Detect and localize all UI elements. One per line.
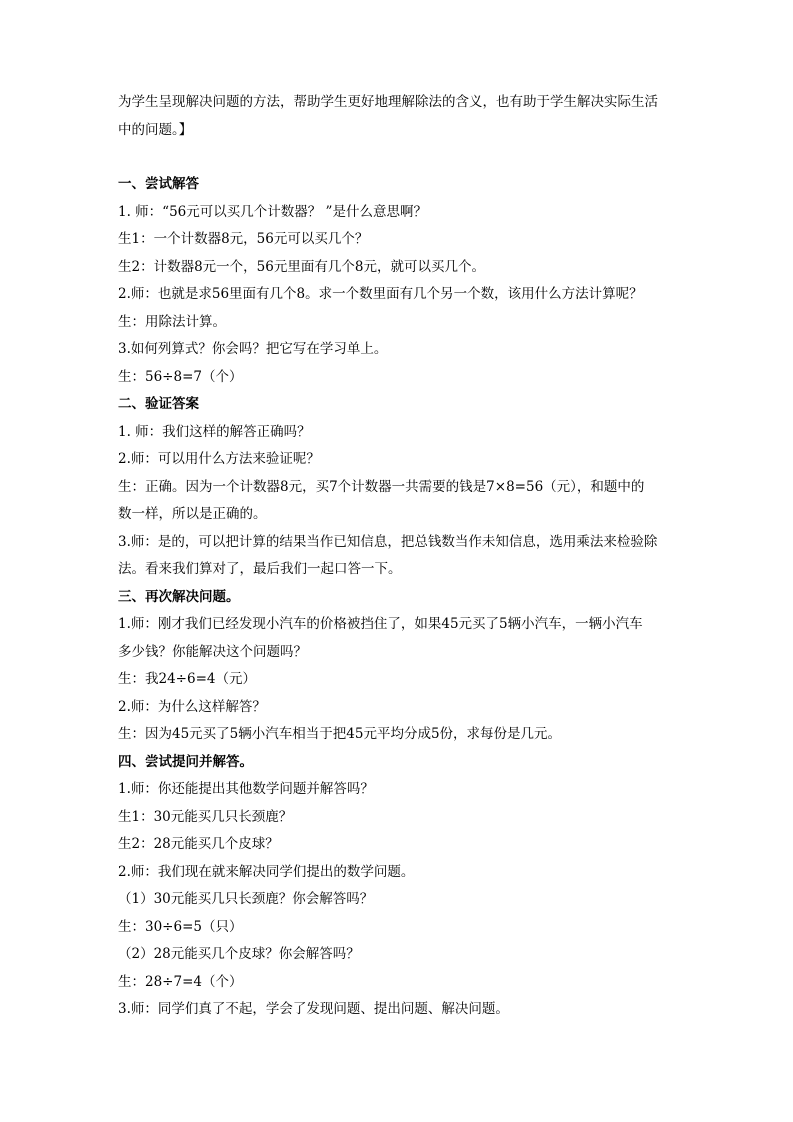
section-4-line-6: 生：30÷6=5（只） xyxy=(118,918,243,935)
section-heading-1: 一、尝试解答 xyxy=(118,176,199,192)
section-heading-2: 二、验证答案 xyxy=(118,396,199,412)
intro-line-1: 为学生呈现解决问题的方法，帮助学生更好地理解除法的含义，也有助于学生解决实际生活 xyxy=(118,94,658,110)
section-4-line-8: 生：28÷7=4（个） xyxy=(118,973,243,990)
section-3-line-1: 1.师：刚才我们已经发现小汽车的价格被挡住了，如果45元买了5辆小汽车，一辆小汽车 xyxy=(118,616,643,632)
section-heading-4: 四、尝试提问并解答。 xyxy=(118,753,253,770)
section-1-line-7: 生：56÷8=7（个） xyxy=(118,368,243,385)
paragraph-gap xyxy=(118,144,684,171)
section-1-line-6: 3.如何列算式？你会吗？把它写在学习单上。 xyxy=(118,341,388,357)
section-1-line-2: 生1：一个计数器8元，56元可以买几个？ xyxy=(118,231,369,247)
section-4-line-5: （1）30元能买几只长颈鹿？你会解答吗？ xyxy=(118,891,374,907)
section-3-line-4: 2.师：为什么这样解答？ xyxy=(118,698,266,715)
section-4-line-2: 生1：30元能买几只长颈鹿？ xyxy=(118,808,293,825)
section-3-line-2: 多少钱？你能解决这个问题吗？ xyxy=(118,643,307,660)
section-2-line-5: 3.师：是的，可以把计算的结果当作已知信息，把总钱数当作未知信息，选用乘法来检验除 xyxy=(118,533,658,550)
section-4-line-1: 1.师：你还能提出其他数学问题并解答吗？ xyxy=(118,781,374,797)
section-2-line-6: 法。看来我们算对了，最后我们一起口答一下。 xyxy=(118,561,402,577)
section-3-line-5: 生：因为45元买了5辆小汽车相当于把45元平均分成5份，求每份是几元。 xyxy=(118,726,562,742)
section-4-line-7: （2）28元能买几个皮球？你会解答吗？ xyxy=(118,946,360,962)
section-2-line-3: 生：正确。因为一个计数器8元，买7个计数器一共需要的钱是7×8=56（元），和题中的 xyxy=(118,478,645,495)
section-4-line-3: 生2：28元能买几个皮球？ xyxy=(118,836,279,852)
section-2-line-2: 2.师：可以用什么方法来验证呢？ xyxy=(118,451,320,467)
section-1-line-1: 1. 师：“56元可以买几个计数器？ ”是什么意思啊？ xyxy=(118,203,427,220)
section-heading-3: 三、再次解决问题。 xyxy=(118,588,240,605)
section-1-line-5: 生：用除法计算。 xyxy=(118,313,226,330)
section-4-line-4: 2.师：我们现在就来解决同学们提出的数学问题。 xyxy=(118,863,415,880)
section-2-line-1: 1. 师：我们这样的解答正确吗？ xyxy=(118,423,311,440)
section-2-line-4: 数一样，所以是正确的。 xyxy=(118,506,267,522)
section-4-line-9: 3.师：同学们真了不起，学会了发现问题、提出问题、解决问题。 xyxy=(118,1001,509,1017)
intro-line-2: 中的问题。】 xyxy=(118,121,193,138)
document-body xyxy=(118,89,684,1024)
section-1-line-4: 2.师：也就是求56里面有几个8。求一个数里面有几个另一个数，该用什么方法计算呢？ xyxy=(118,286,643,302)
section-3-line-3: 生：我24÷6=4（元） xyxy=(118,671,256,687)
section-1-line-3: 生2：计数器8元一个，56元里面有几个8元，就可以买几个。 xyxy=(118,258,485,275)
